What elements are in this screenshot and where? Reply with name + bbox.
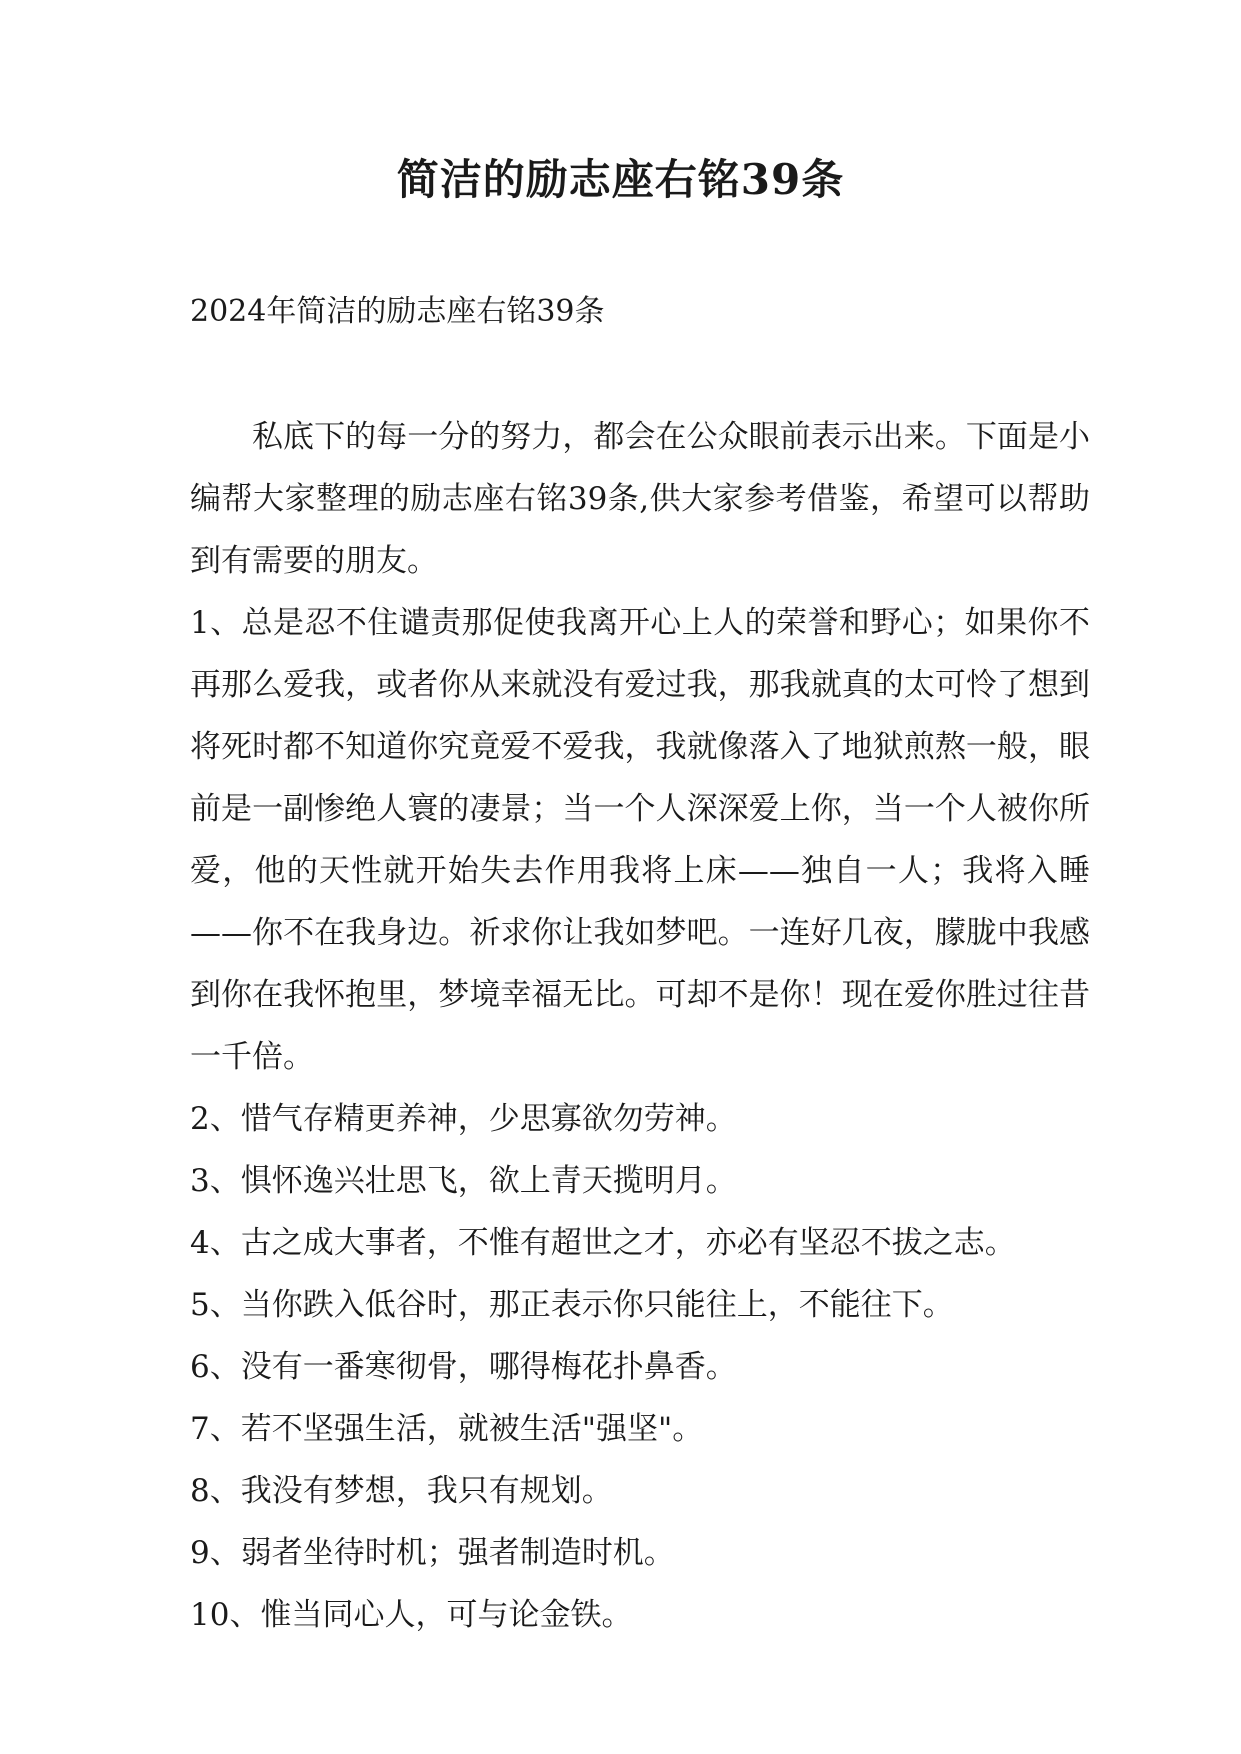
list-item: 3、惧怀逸兴壮思飞，欲上青天揽明月。 <box>190 1163 737 1199</box>
list-item: 4、古之成大事者，不惟有超世之才，亦必有坚忍不拔之志。 <box>190 1225 1016 1261</box>
list-item: 5、当你跌入低谷时，那正表示你只能往上，不能往下。 <box>190 1287 954 1323</box>
document-title: 简洁的励志座右铭39条 <box>396 155 845 204</box>
list-item: 9、弱者坐待时机；强者制造时机。 <box>190 1535 675 1571</box>
list-item: 7、若不坚强生活，就被生活"强坚"。 <box>190 1411 704 1447</box>
list-item: 2、惜气存精更养神，少思寡欲勿劳神。 <box>190 1101 737 1137</box>
document-subtitle: 2024年简洁的励志座右铭39条 <box>190 294 605 329</box>
list-item: 1、总是忍不住谴责那促使我离开心上人的荣誉和野心；如果你不再那么爱我，或者你从来就没有爱过我，那我就真的太可怜了想到将死时都不知道你究竟爱不爱我，我就像落入了地狱煎熬一般，眼前是一副惨绝人寰的凄景；当一个人深深爱上你，当一个人被你所爱，他的天性就开始失去作用我将上床——独自一人；我将入睡——你不在我身边。祈求你让我如梦吧。一连好几夜，朦胧中我感到你在我怀抱里，梦境幸福无比。可却不是你！现在爱你胜过往昔一千倍。 <box>190 605 1090 1075</box>
intro-paragraph: 私底下的每一分的努力，都会在公众眼前表示出来。下面是小编帮大家整理的励志座右铭39条,供大家参考借鉴，希望可以帮助到有需要的朋友。 <box>190 419 1090 579</box>
list-item: 10、惟当同心人，可与论金铁。 <box>190 1597 633 1633</box>
list-item: 6、没有一番寒彻骨，哪得梅花扑鼻香。 <box>190 1349 737 1385</box>
document-body <box>190 406 1090 1646</box>
list-item: 8、我没有梦想，我只有规划。 <box>190 1473 613 1509</box>
